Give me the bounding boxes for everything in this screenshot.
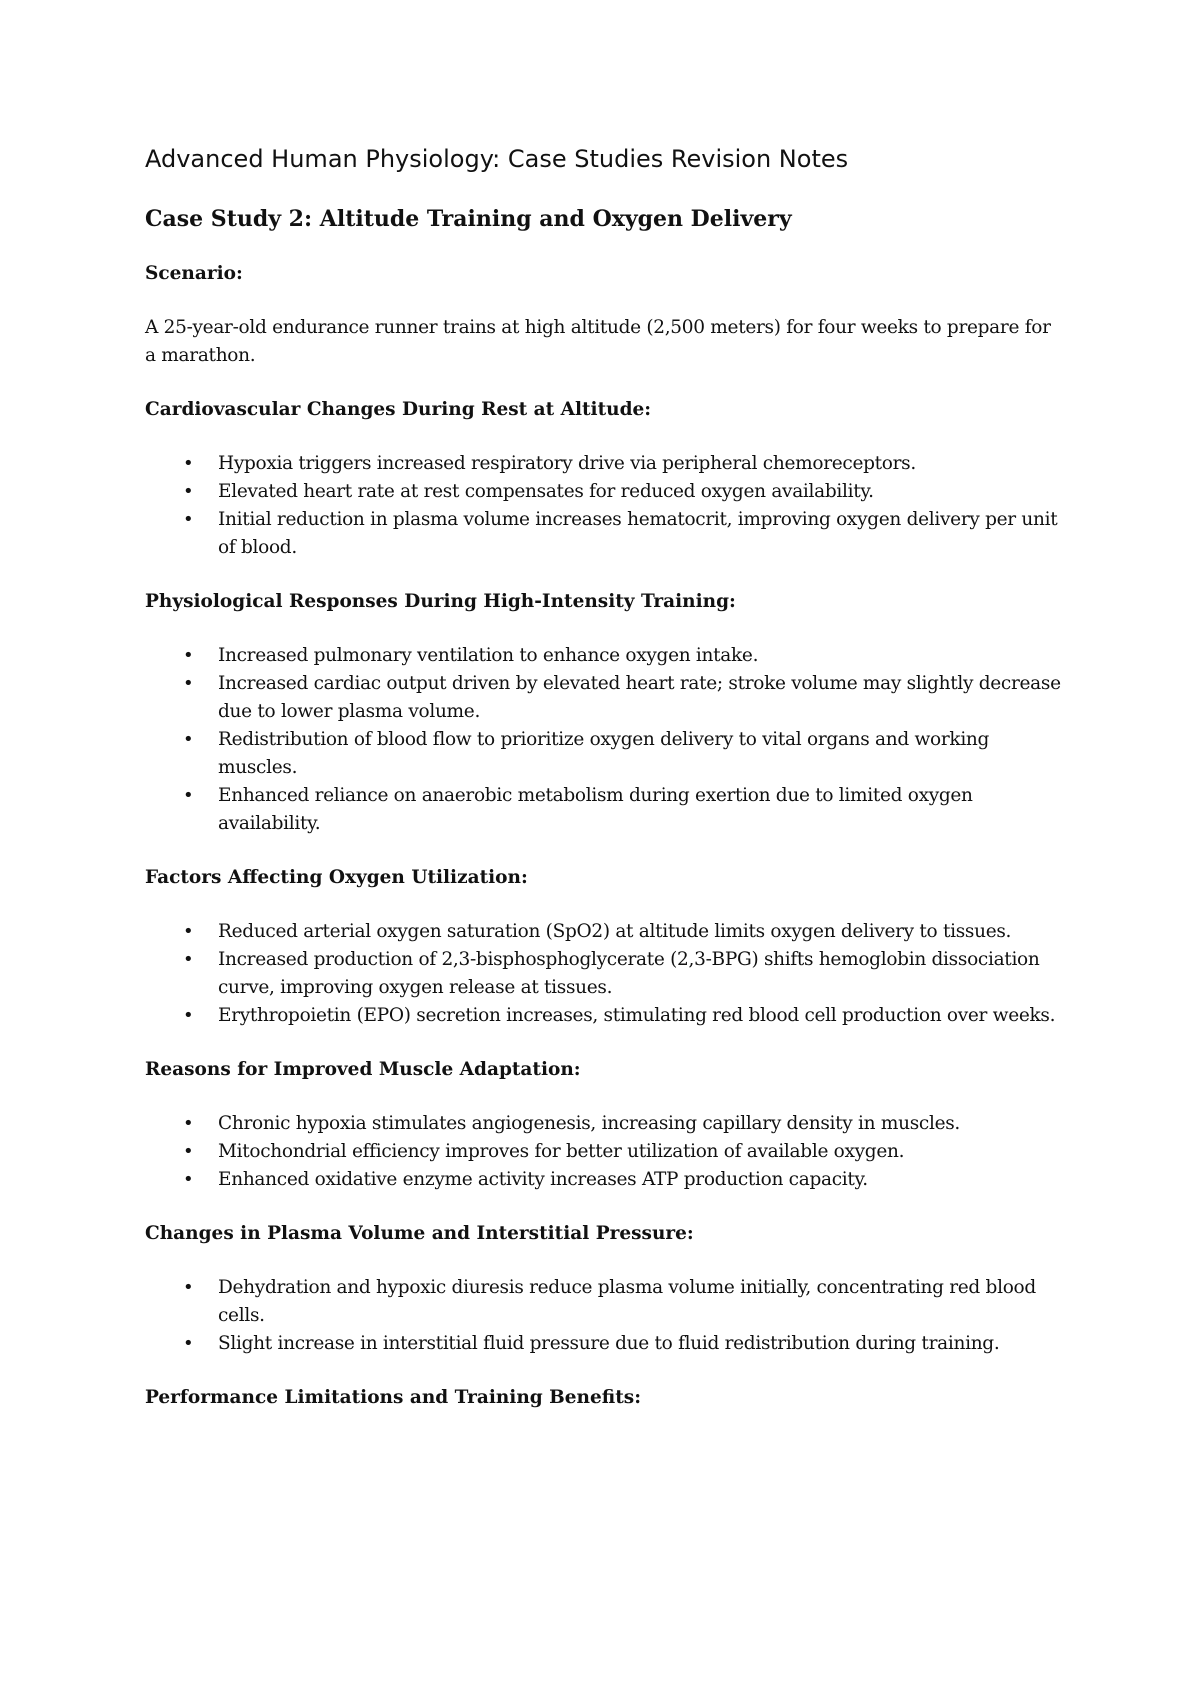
list-item: • Dehydration and hypoxic diuresis reduce plasma volume initially, concentrating red blood cells. <box>145 1274 1065 1330</box>
list-item: • Enhanced oxidative enzyme activity increases ATP production capacity. <box>145 1166 1065 1194</box>
bullet-icon: • <box>183 785 194 806</box>
list-item: • Enhanced reliance on anaerobic metabolism during exertion due to limited oxygen availability. <box>145 782 1065 838</box>
bullet-icon: • <box>183 1113 194 1134</box>
bullet-icon: • <box>183 921 194 942</box>
list-item: • Elevated heart rate at rest compensates for reduced oxygen availability. <box>145 478 1065 506</box>
bullet-list-plasma-volume <box>145 1274 1065 1358</box>
list-item: • Chronic hypoxia stimulates angiogenesis, increasing capillary density in muscles. <box>145 1110 1065 1138</box>
section-heading-performance-limitations: Performance Limitations and Training Benefits: <box>145 1387 642 1408</box>
list-item: • Slight increase in interstitial fluid pressure due to fluid redistribution during training. <box>145 1330 1065 1358</box>
list-item: • Increased pulmonary ventilation to enhance oxygen intake. <box>145 642 1065 670</box>
bullet-list-muscle-adaptation <box>145 1110 1065 1194</box>
bullet-icon: • <box>183 949 194 970</box>
bullet-icon: • <box>183 509 194 530</box>
list-item: • Increased production of 2,3-bisphosphoglycerate (2,3-BPG) shifts hemoglobin dissociation curve, improving oxygen release at tissues. <box>145 946 1065 1002</box>
bullet-icon: • <box>183 729 194 750</box>
section-heading-cardiovascular: Cardiovascular Changes During Rest at Altitude: <box>145 399 652 420</box>
document-body <box>145 140 1065 1438</box>
scenario-label: Scenario: <box>145 263 243 284</box>
bullet-list-oxygen-utilization <box>145 918 1065 1030</box>
bullet-list-cardiovascular <box>145 450 1065 562</box>
list-item: • Erythropoietin (EPO) secretion increases, stimulating red blood cell production over weeks. <box>145 1002 1065 1030</box>
bullet-icon: • <box>183 645 194 666</box>
list-item: • Redistribution of blood flow to prioritize oxygen delivery to vital organs and working muscles. <box>145 726 1065 782</box>
bullet-icon: • <box>183 1005 194 1026</box>
list-item: • Reduced arterial oxygen saturation (SpO2) at altitude limits oxygen delivery to tissues. <box>145 918 1065 946</box>
section-heading-plasma-volume: Changes in Plasma Volume and Interstitial Pressure: <box>145 1223 694 1244</box>
list-item: • Initial reduction in plasma volume increases hematocrit, improving oxygen delivery per unit of blood. <box>145 506 1065 562</box>
section-heading-training-responses: Physiological Responses During High-Intensity Training: <box>145 591 736 612</box>
bullet-icon: • <box>183 1277 194 1298</box>
bullet-list-training-responses <box>145 642 1065 838</box>
list-item: • Hypoxia triggers increased respiratory drive via peripheral chemoreceptors. <box>145 450 1065 478</box>
scenario-text: A 25-year-old endurance runner trains at high altitude (2,500 meters) for four weeks to prepare for a marathon. <box>145 317 1051 366</box>
document-title: Advanced Human Physiology: Case Studies Revision Notes <box>145 145 849 173</box>
section-heading-oxygen-utilization: Factors Affecting Oxygen Utilization: <box>145 867 528 888</box>
bullet-icon: • <box>183 481 194 502</box>
bullet-icon: • <box>183 1141 194 1162</box>
case-study-heading: Case Study 2: Altitude Training and Oxygen Delivery <box>145 206 792 232</box>
bullet-icon: • <box>183 1169 194 1190</box>
list-item: • Increased cardiac output driven by elevated heart rate; stroke volume may slightly decrease due to lower plasma volume. <box>145 670 1065 726</box>
section-heading-muscle-adaptation: Reasons for Improved Muscle Adaptation: <box>145 1059 581 1080</box>
bullet-icon: • <box>183 673 194 694</box>
list-item: • Mitochondrial efficiency improves for better utilization of available oxygen. <box>145 1138 1065 1166</box>
bullet-icon: • <box>183 453 194 474</box>
bullet-icon: • <box>183 1333 194 1354</box>
